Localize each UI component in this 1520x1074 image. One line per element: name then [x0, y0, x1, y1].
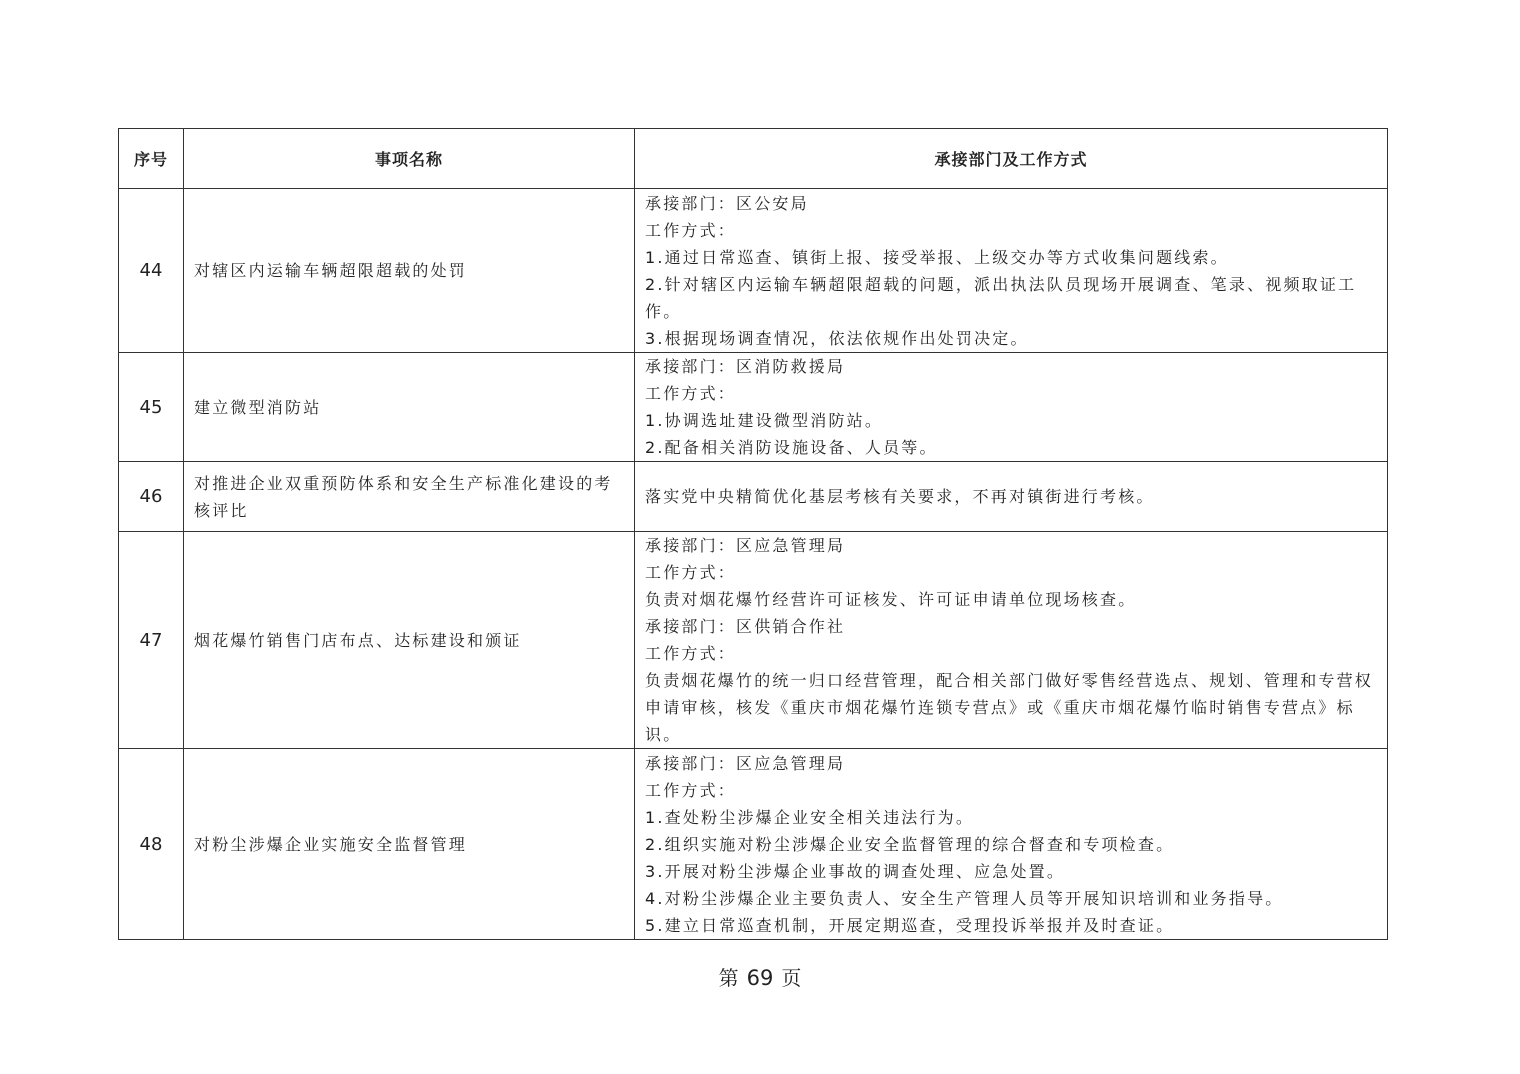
detail-line: 3.开展对粉尘涉爆企业事故的调查处理、应急处置。 — [645, 861, 1066, 881]
page-prefix: 第 — [718, 966, 739, 990]
detail-line: 承接部门：区应急管理局 — [645, 536, 846, 555]
detail-line: 负责对烟花爆竹经营许可证核发、许可证申请单位现场核查。 — [645, 590, 1137, 609]
detail-line: 工作方式： — [645, 780, 737, 800]
department-and-method — [635, 189, 1388, 353]
detail-line: 工作方式： — [645, 563, 737, 582]
detail-line: 承接部门：区应急管理局 — [645, 753, 846, 773]
department-and-method — [635, 532, 1388, 749]
matter-name: 烟花爆竹销售门店布点、达标建设和颁证 — [184, 532, 635, 749]
detail-line: 5.建立日常巡查机制，开展定期巡查，受理投诉举报并及时查证。 — [645, 915, 1175, 935]
table-row — [119, 189, 1388, 353]
detail-line: 工作方式： — [645, 220, 737, 240]
row-number: 44 — [119, 189, 184, 353]
matter-name: 对粉尘涉爆企业实施安全监督管理 — [184, 749, 635, 940]
detail-line: 承接部门：区公安局 — [645, 193, 809, 213]
detail-line: 1.通过日常巡查、镇街上报、接受举报、上级交办等方式收集问题线索。 — [645, 247, 1229, 267]
detail-line: 工作方式： — [645, 644, 737, 663]
detail-line: 2.针对辖区内运输车辆超限超载的问题，派出执法队员现场开展调查、笔录、视频取证工作。 — [645, 274, 1357, 321]
header-serial-number: 序号 — [119, 129, 184, 189]
detail-line: 2.配备相关消防设施设备、人员等。 — [645, 438, 938, 457]
detail-line: 承接部门：区供销合作社 — [645, 617, 846, 636]
row-number: 48 — [119, 749, 184, 940]
header-department-and-method: 承接部门及工作方式 — [635, 129, 1388, 189]
detail-line: 4.对粉尘涉爆企业主要负责人、安全生产管理人员等开展知识培训和业务指导。 — [645, 888, 1284, 908]
detail-line: 1.协调选址建设微型消防站。 — [645, 411, 884, 430]
detail-line: 工作方式： — [645, 384, 737, 403]
matters-table — [118, 128, 1388, 940]
detail-line: 1.查处粉尘涉爆企业安全相关违法行为。 — [645, 807, 975, 827]
row-number: 45 — [119, 353, 184, 462]
matter-name: 对辖区内运输车辆超限超载的处罚 — [184, 189, 635, 353]
table-row — [119, 749, 1388, 940]
page-number: 69 — [746, 966, 774, 990]
detail-line: 负责烟花爆竹的统一归口经营管理，配合相关部门做好零售经营选点、规划、管理和专营权申请审核，核发《重庆市烟花爆竹连锁专营点》或《重庆市烟花爆竹临时销售专营点》标识。 — [645, 671, 1374, 744]
department-and-method — [635, 462, 1388, 532]
table-header-row — [119, 129, 1388, 189]
row-number: 47 — [119, 532, 184, 749]
page-suffix: 页 — [781, 966, 802, 990]
department-and-method — [635, 749, 1388, 940]
detail-line: 2.组织实施对粉尘涉爆企业安全监督管理的综合督查和专项检查。 — [645, 834, 1175, 854]
matter-name: 对推进企业双重预防体系和安全生产标准化建设的考核评比 — [184, 462, 635, 532]
department-and-method — [635, 353, 1388, 462]
table-row — [119, 532, 1388, 749]
detail-line: 落实党中央精简优化基层考核有关要求，不再对镇街进行考核。 — [645, 487, 1155, 506]
detail-line: 3.根据现场调查情况，依法依规作出处罚决定。 — [645, 328, 1029, 348]
row-number: 46 — [119, 462, 184, 532]
matter-name: 建立微型消防站 — [184, 353, 635, 462]
header-matter-name: 事项名称 — [184, 129, 635, 189]
page-number-footer — [0, 962, 1520, 991]
table-row — [119, 353, 1388, 462]
table-row — [119, 462, 1388, 532]
detail-line: 承接部门：区消防救援局 — [645, 357, 846, 376]
